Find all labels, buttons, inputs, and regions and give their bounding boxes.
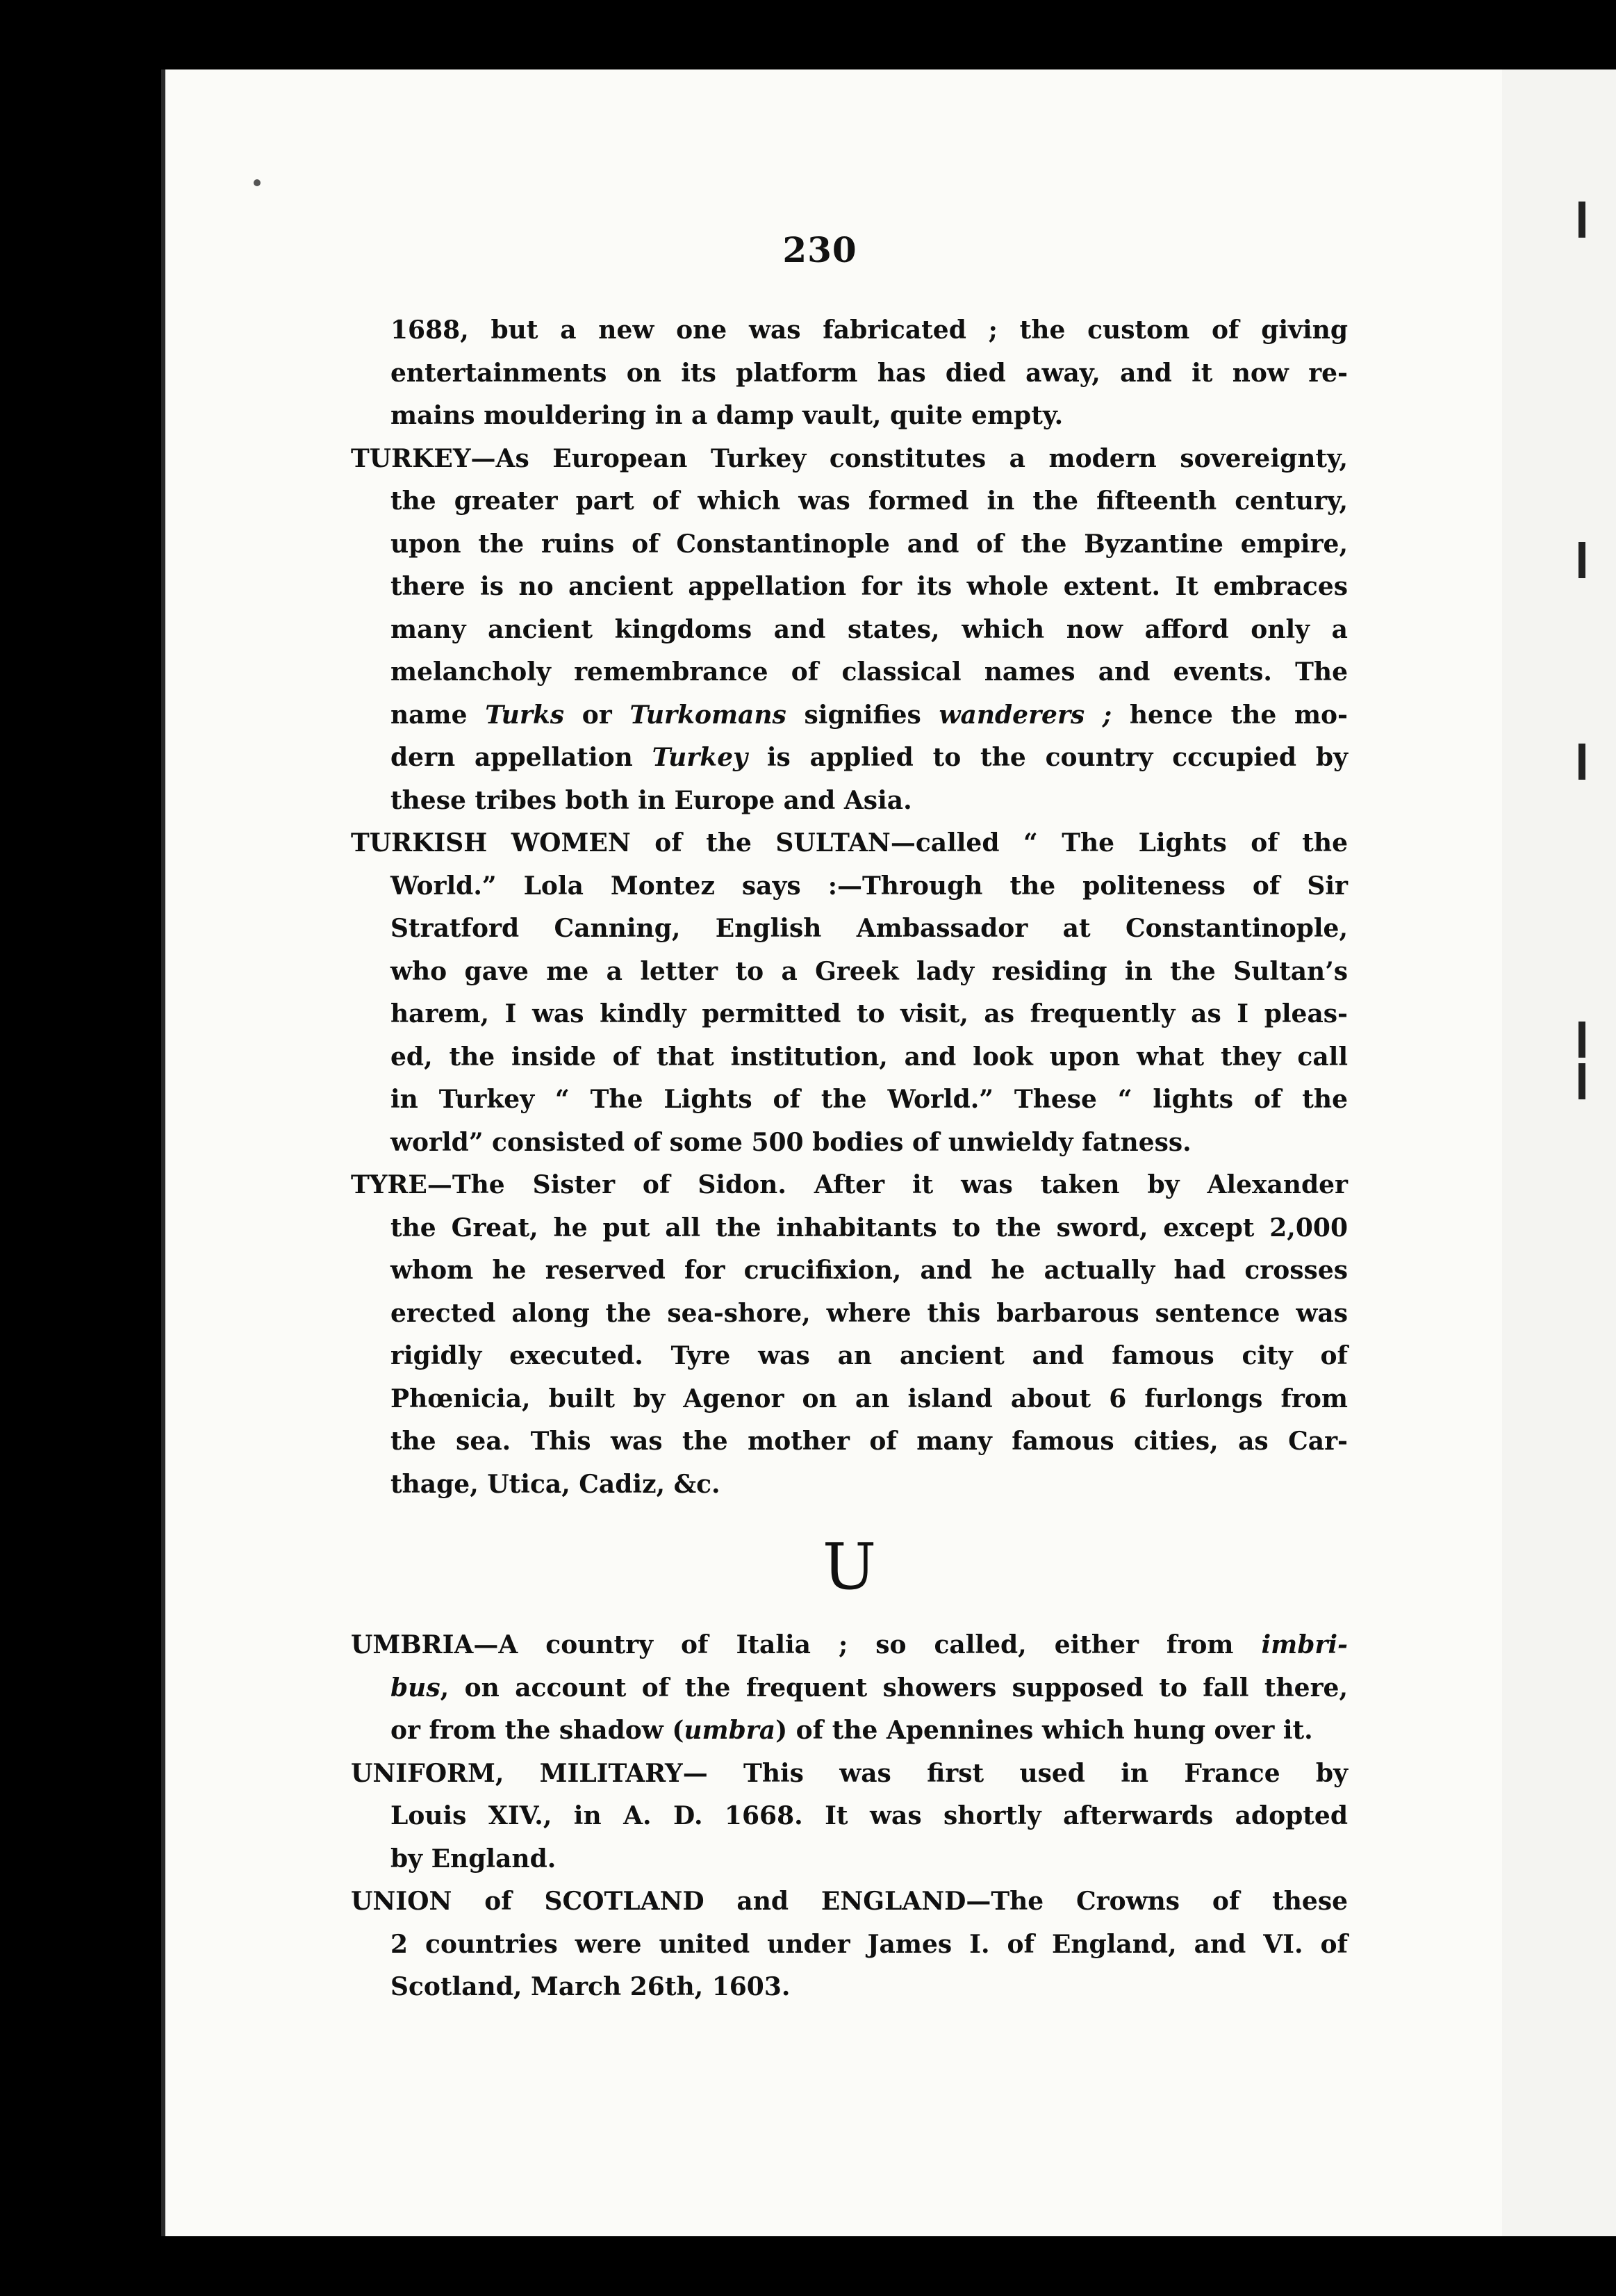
text-line: rigidly executed. Tyre was an ancient and famous city of xyxy=(390,1341,1348,1370)
text-line xyxy=(351,1667,1348,1710)
entry-headline xyxy=(351,1624,1348,1667)
text-line: Scotland, March 26th, 1603. xyxy=(390,1972,791,2001)
text-run: hence the mo- xyxy=(1112,700,1349,730)
text-line: entertainments on its platform has died away, and it now re- xyxy=(390,358,1348,388)
entry-headline: TURKISH WOMEN of the SULTAN—called “ The Lights of the xyxy=(351,828,1348,858)
entry-turkey xyxy=(351,438,1348,823)
text-run: or from the shadow ( xyxy=(390,1716,684,1745)
italic-run: Turks xyxy=(485,700,565,730)
text-line xyxy=(351,1709,1348,1753)
italic-run: bus xyxy=(390,1673,440,1703)
text-line: 1688, but a new one was fabricated ; the custom of giving xyxy=(390,315,1348,345)
italic-run: umbra xyxy=(684,1716,776,1745)
text-line: harem, I was kindly permitted to visit, as frequently as I pleas- xyxy=(390,999,1348,1028)
strip-mark xyxy=(1578,1022,1585,1058)
text-line: the sea. This was the mother of many famous cities, as Car- xyxy=(390,1427,1348,1456)
strip-mark xyxy=(1578,202,1585,238)
page-text xyxy=(351,309,1348,2009)
text-line: these tribes both in Europe and Asia. xyxy=(390,785,912,815)
italic-run: Turkey xyxy=(652,743,748,772)
italic-run: imbri- xyxy=(1261,1630,1348,1659)
text-line: many ancient kingdoms and states, which now afford only a xyxy=(390,614,1348,644)
text-line: erected along the sea-shore, where this barbarous sentence was xyxy=(390,1298,1348,1328)
text-line: Louis XIV., in A. D. 1668. It was shortly afterwards adopted xyxy=(390,1801,1348,1830)
entry-union xyxy=(351,1880,1348,2009)
text-line: mains mouldering in a damp vault, quite empty. xyxy=(390,401,1064,430)
text-line: who gave me a letter to a Greek lady residing in the Sultan’s xyxy=(390,956,1348,986)
text-line: 2 countries were united under James I. of England, and VI. of xyxy=(390,1929,1348,1959)
italic-run: wanderers ; xyxy=(939,700,1112,730)
entry-headline: UNION of SCOTLAND and ENGLAND—The Crowns of these xyxy=(351,1887,1348,1916)
text-run: ) of the Apennines which hung over it. xyxy=(775,1716,1313,1745)
text-line: World.” Lola Montez says :—Through the politeness of Sir xyxy=(390,871,1348,901)
text-line: by England. xyxy=(390,1844,556,1873)
text-run: name xyxy=(390,700,486,730)
text-line: upon the ruins of Constantinople and of the Byzantine empire, xyxy=(390,529,1348,559)
entry-turkish-women xyxy=(351,822,1348,1164)
text-line xyxy=(351,737,1348,780)
strip-mark xyxy=(1578,1063,1585,1099)
text-line: ed, the inside of that institution, and look upon what they call xyxy=(390,1042,1348,1072)
page-number: 230 xyxy=(782,229,857,270)
text-line: melancholy remembrance of classical names and events. The xyxy=(390,657,1348,687)
section-heading-letter: U xyxy=(822,1530,877,1604)
entry-headline: UNIFORM, MILITARY— This was first used in France by xyxy=(351,1758,1348,1788)
text-run: dern appellation xyxy=(390,743,652,772)
text-run: signifies xyxy=(786,700,939,730)
text-line: world” consisted of some 500 bodies of unwieldy fatness. xyxy=(390,1127,1192,1157)
text-line: whom he reserved for crucifixion, and he actually had crosses xyxy=(390,1256,1348,1285)
entry-uniform xyxy=(351,1753,1348,1881)
italic-run: Turkomans xyxy=(629,700,786,730)
text-line: the greater part of which was formed in the fifteenth century, xyxy=(390,486,1348,516)
entry-headline: TURKEY—As European Turkey constitutes a modern sovereignty, xyxy=(351,443,1348,473)
text-line xyxy=(351,694,1348,737)
continuation-paragraph xyxy=(351,309,1348,438)
entry-headline: TYRE—The Sister of Sidon. After it was taken by Alexander xyxy=(351,1170,1348,1199)
text-line: Stratford Canning, English Ambassador at Constantinople, xyxy=(390,914,1348,943)
strip-mark xyxy=(1578,744,1585,780)
text-line: thage, Utica, Cadiz, &c. xyxy=(390,1469,720,1499)
text-run: is applied to the country cccupied by xyxy=(748,743,1348,772)
text-run: , on account of the frequent showers supposed to fall there, xyxy=(440,1673,1348,1703)
text-line: Phœnicia, built by Agenor on an island about 6 furlongs from xyxy=(390,1384,1348,1413)
strip-mark xyxy=(1578,542,1585,578)
text-line: in Turkey “ The Lights of the World.” These “ lights of the xyxy=(390,1085,1348,1114)
text-run: UMBRIA—A country of Italia ; so called, either from xyxy=(351,1630,1262,1659)
speck xyxy=(254,179,261,186)
text-line: the Great, he put all the inhabitants to the sword, except 2,000 xyxy=(390,1213,1348,1243)
entry-tyre xyxy=(351,1164,1348,1506)
text-line: there is no ancient appellation for its whole extent. It embraces xyxy=(390,572,1348,601)
text-run: or xyxy=(564,700,630,730)
entry-umbria xyxy=(351,1624,1348,1753)
